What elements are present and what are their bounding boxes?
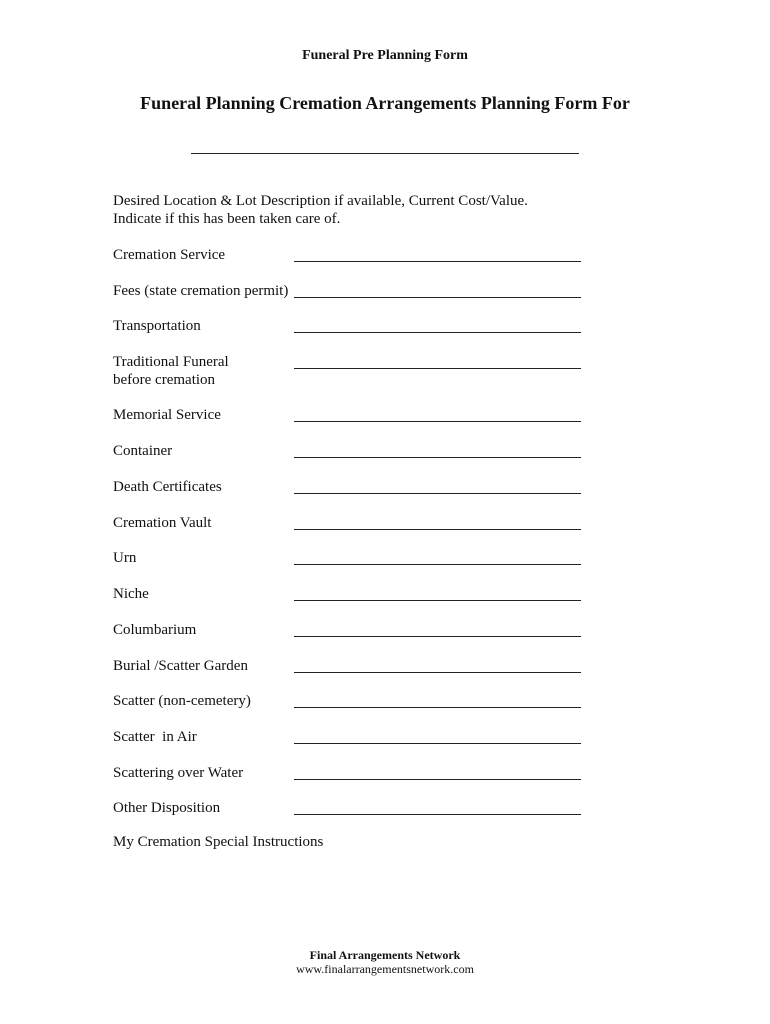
field-label: Traditional Funeral before cremation [113,354,229,388]
field-row-niche [113,585,583,621]
fill-in-line[interactable] [294,779,581,780]
field-label: Memorial Service [113,407,221,423]
field-label: Burial /Scatter Garden [113,658,248,674]
field-label: Death Certificates [113,479,222,495]
name-field-line[interactable] [191,153,579,154]
special-instructions-label: My Cremation Special Instructions [113,834,324,850]
fill-in-line[interactable] [294,297,581,298]
header-title: Funeral Pre Planning Form [302,48,468,63]
field-label: Scattering over Water [113,765,244,781]
field-row-urn [113,549,583,585]
fill-in-line[interactable] [294,529,581,530]
fill-in-line[interactable] [294,743,581,744]
fill-in-line[interactable] [294,636,581,637]
field-label: Cremation Vault [113,515,212,531]
field-label: Scatter in Air [113,729,197,745]
field-label: Fees (state cremation permit) [113,283,289,299]
field-row-scattering-over-water [113,764,583,800]
fill-in-line[interactable] [294,707,581,708]
fill-in-line[interactable] [294,600,581,601]
footer [0,948,770,976]
fill-in-line[interactable] [294,332,581,333]
fill-in-line[interactable] [294,457,581,458]
fill-in-line[interactable] [294,368,581,369]
field-row-fees [113,282,583,318]
field-row-cremation-vault [113,514,583,550]
fill-in-line[interactable] [294,493,581,494]
field-label: Transportation [113,318,201,334]
fill-in-line[interactable] [294,564,581,565]
field-row-death-certificates [113,478,583,514]
fill-in-line[interactable] [294,814,581,815]
field-row-transportation [113,317,583,353]
field-label: Cremation Service [113,247,226,263]
field-row-scatter-non-cemetery [113,692,583,728]
field-row-cremation-service [113,246,583,282]
page-title: Funeral Planning Cremation Arrangements Planning Form For [140,93,630,113]
field-label: Scatter (non-cemetery) [113,693,251,709]
fill-in-line[interactable] [294,421,581,422]
intro-line-2: Indicate if this has been taken care of. [113,211,341,227]
field-row-container [113,442,583,478]
fill-in-line[interactable] [294,261,581,262]
field-label: Other Disposition [113,800,221,816]
field-row-burial-scatter-garden [113,657,583,693]
field-label: Container [113,443,173,459]
field-label: Urn [113,550,137,566]
field-row-scatter-in-air [113,728,583,764]
field-row-memorial-service [113,406,583,442]
intro-line-1: Desired Location & Lot Description if available, Current Cost/Value. [113,193,528,209]
fill-in-line[interactable] [294,672,581,673]
footer-organization: Final Arrangements Network [309,948,461,962]
field-row-other-disposition [113,799,583,835]
field-row-columbarium [113,621,583,657]
footer-website: www.finalarrangementsnetwork.com [296,962,474,976]
field-label: Columbarium [113,622,197,638]
field-label: Niche [113,586,149,602]
field-row-traditional-funeral [113,353,583,393]
intro-text [113,192,528,228]
